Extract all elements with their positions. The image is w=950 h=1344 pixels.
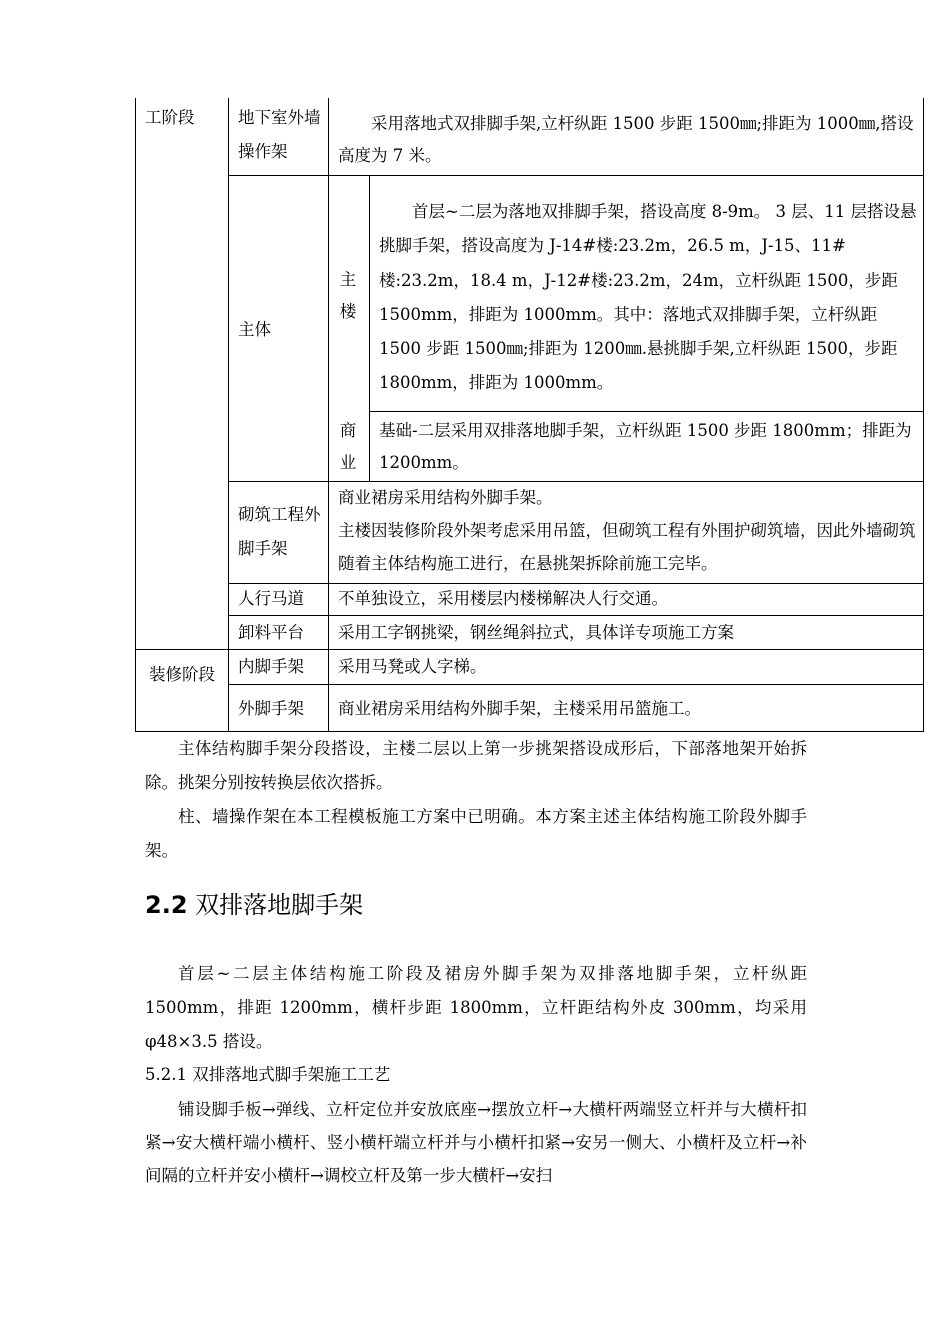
table-border xyxy=(228,175,924,176)
table-border xyxy=(228,684,924,685)
subsection-heading: 5.2.1 双排落地式脚手架施工工艺 xyxy=(145,1065,391,1084)
paragraph-column-wall-frame: 柱、墙操作架在本工程模板施工方案中已明确。本方案主述主体结构施工阶段外脚手架。 xyxy=(145,807,807,860)
basement-wall-scaffold-desc: 采用落地式双排脚手架,立杆纵距 1500 步距 1500㎜;排距为 1000㎜,搭设高度为 7 米。 xyxy=(338,114,914,165)
unloading-platform-desc: 采用工字钢挑梁，钢丝绳斜拉式，具体详专项施工方案 xyxy=(338,623,734,642)
inner-scaffold-desc: 采用马凳或人字梯。 xyxy=(338,657,487,676)
section-heading xyxy=(145,888,363,922)
unloading-platform-label: 卸料平台 xyxy=(238,623,304,642)
paragraph-double-row-spec: 首层~二层主体结构施工阶段及裙房外脚手架为双排落地脚手架，立杆纵距 1500mm，排距 1200mm，横杆步距 1800mm，立杆距结构外皮 300mm，均采用φ48×3.5 搭设。 xyxy=(145,964,807,1051)
stage-decoration-label: 装修阶段 xyxy=(149,665,215,684)
basement-wall-scaffold-label: 地下室外墙操作架 xyxy=(238,108,321,161)
masonry-desc-line-1: 商业裙房采用结构外脚手架。 xyxy=(338,488,553,507)
paragraph-segmented-erection: 主体结构脚手架分段搭设，主楼二层以上第一步挑架搭设成形后，下部落地架开始拆除。挑架分别按转换层依次搭拆。 xyxy=(145,739,807,792)
walkway-desc: 不单独设立，采用楼层内楼梯解决人行交通。 xyxy=(338,589,668,608)
table-border xyxy=(369,411,924,412)
table-border xyxy=(923,98,924,732)
commercial-label: 商业 xyxy=(339,421,357,472)
table-border xyxy=(328,98,329,732)
outer-scaffold-desc: 商业裙房采用结构外脚手架，主楼采用吊篮施工。 xyxy=(338,699,701,718)
stage-construction-label: 工阶段 xyxy=(145,108,195,127)
main-building-desc: 首层~二层为落地双排脚手架，搭设高度 8-9m。 3 层、11 层搭设悬挑脚手架，搭设高度为 J-14#楼:23.2m，26.5 m，J-15、11#楼:23.2m，18.4 m，J-12#楼:23.2m，24m，立杆纵距 1500，步距 1500mm，排距为 1000mm。其中：落地式双排脚手架，立杆纵距 1500 步距 1500㎜;排距为 1200㎜.悬挑脚手架,立杆纵距 1500，步距 1800mm，排距为 1000mm。 xyxy=(379,202,917,393)
main-structure-label: 主体 xyxy=(238,320,271,339)
section-number: 2.2 xyxy=(145,891,188,919)
table-border xyxy=(369,175,370,481)
scaffold-table xyxy=(135,98,924,732)
inner-scaffold-label: 内脚手架 xyxy=(238,657,304,676)
walkway-label: 人行马道 xyxy=(238,589,304,608)
outer-scaffold-label: 外脚手架 xyxy=(238,699,304,718)
table-border xyxy=(135,98,136,732)
masonry-desc-line-2: 主楼因装修阶段外架考虑采用吊篮，但砌筑工程有外围护砌筑墙，因此外墙砌筑随着主体结构施工进行，在悬挑架拆除前施工完毕。 xyxy=(338,521,916,573)
table-border xyxy=(228,98,229,732)
masonry-scaffold-label: 砌筑工程外脚手架 xyxy=(238,505,321,558)
commercial-desc: 基础-二层采用双排落地脚手架，立杆纵距 1500 步距 1800mm；排距为 1200mm。 xyxy=(379,421,912,472)
masonry-scaffold-desc xyxy=(338,481,916,580)
section-title: 双排落地脚手架 xyxy=(195,891,364,919)
paragraph-process-steps: 铺设脚手板→弹线、立杆定位并安放底座→摆放立杆→大横杆两端竖立杆并与大横杆扣紧→安大横杆端小横杆、竖小横杆端立杆并与小横杆扣紧→安另一侧大、小横杆及立杆→补间隔的立杆并安小横杆→调校立杆及第一步大横杆→安扫 xyxy=(145,1100,807,1185)
main-building-label: 主楼 xyxy=(339,270,357,321)
